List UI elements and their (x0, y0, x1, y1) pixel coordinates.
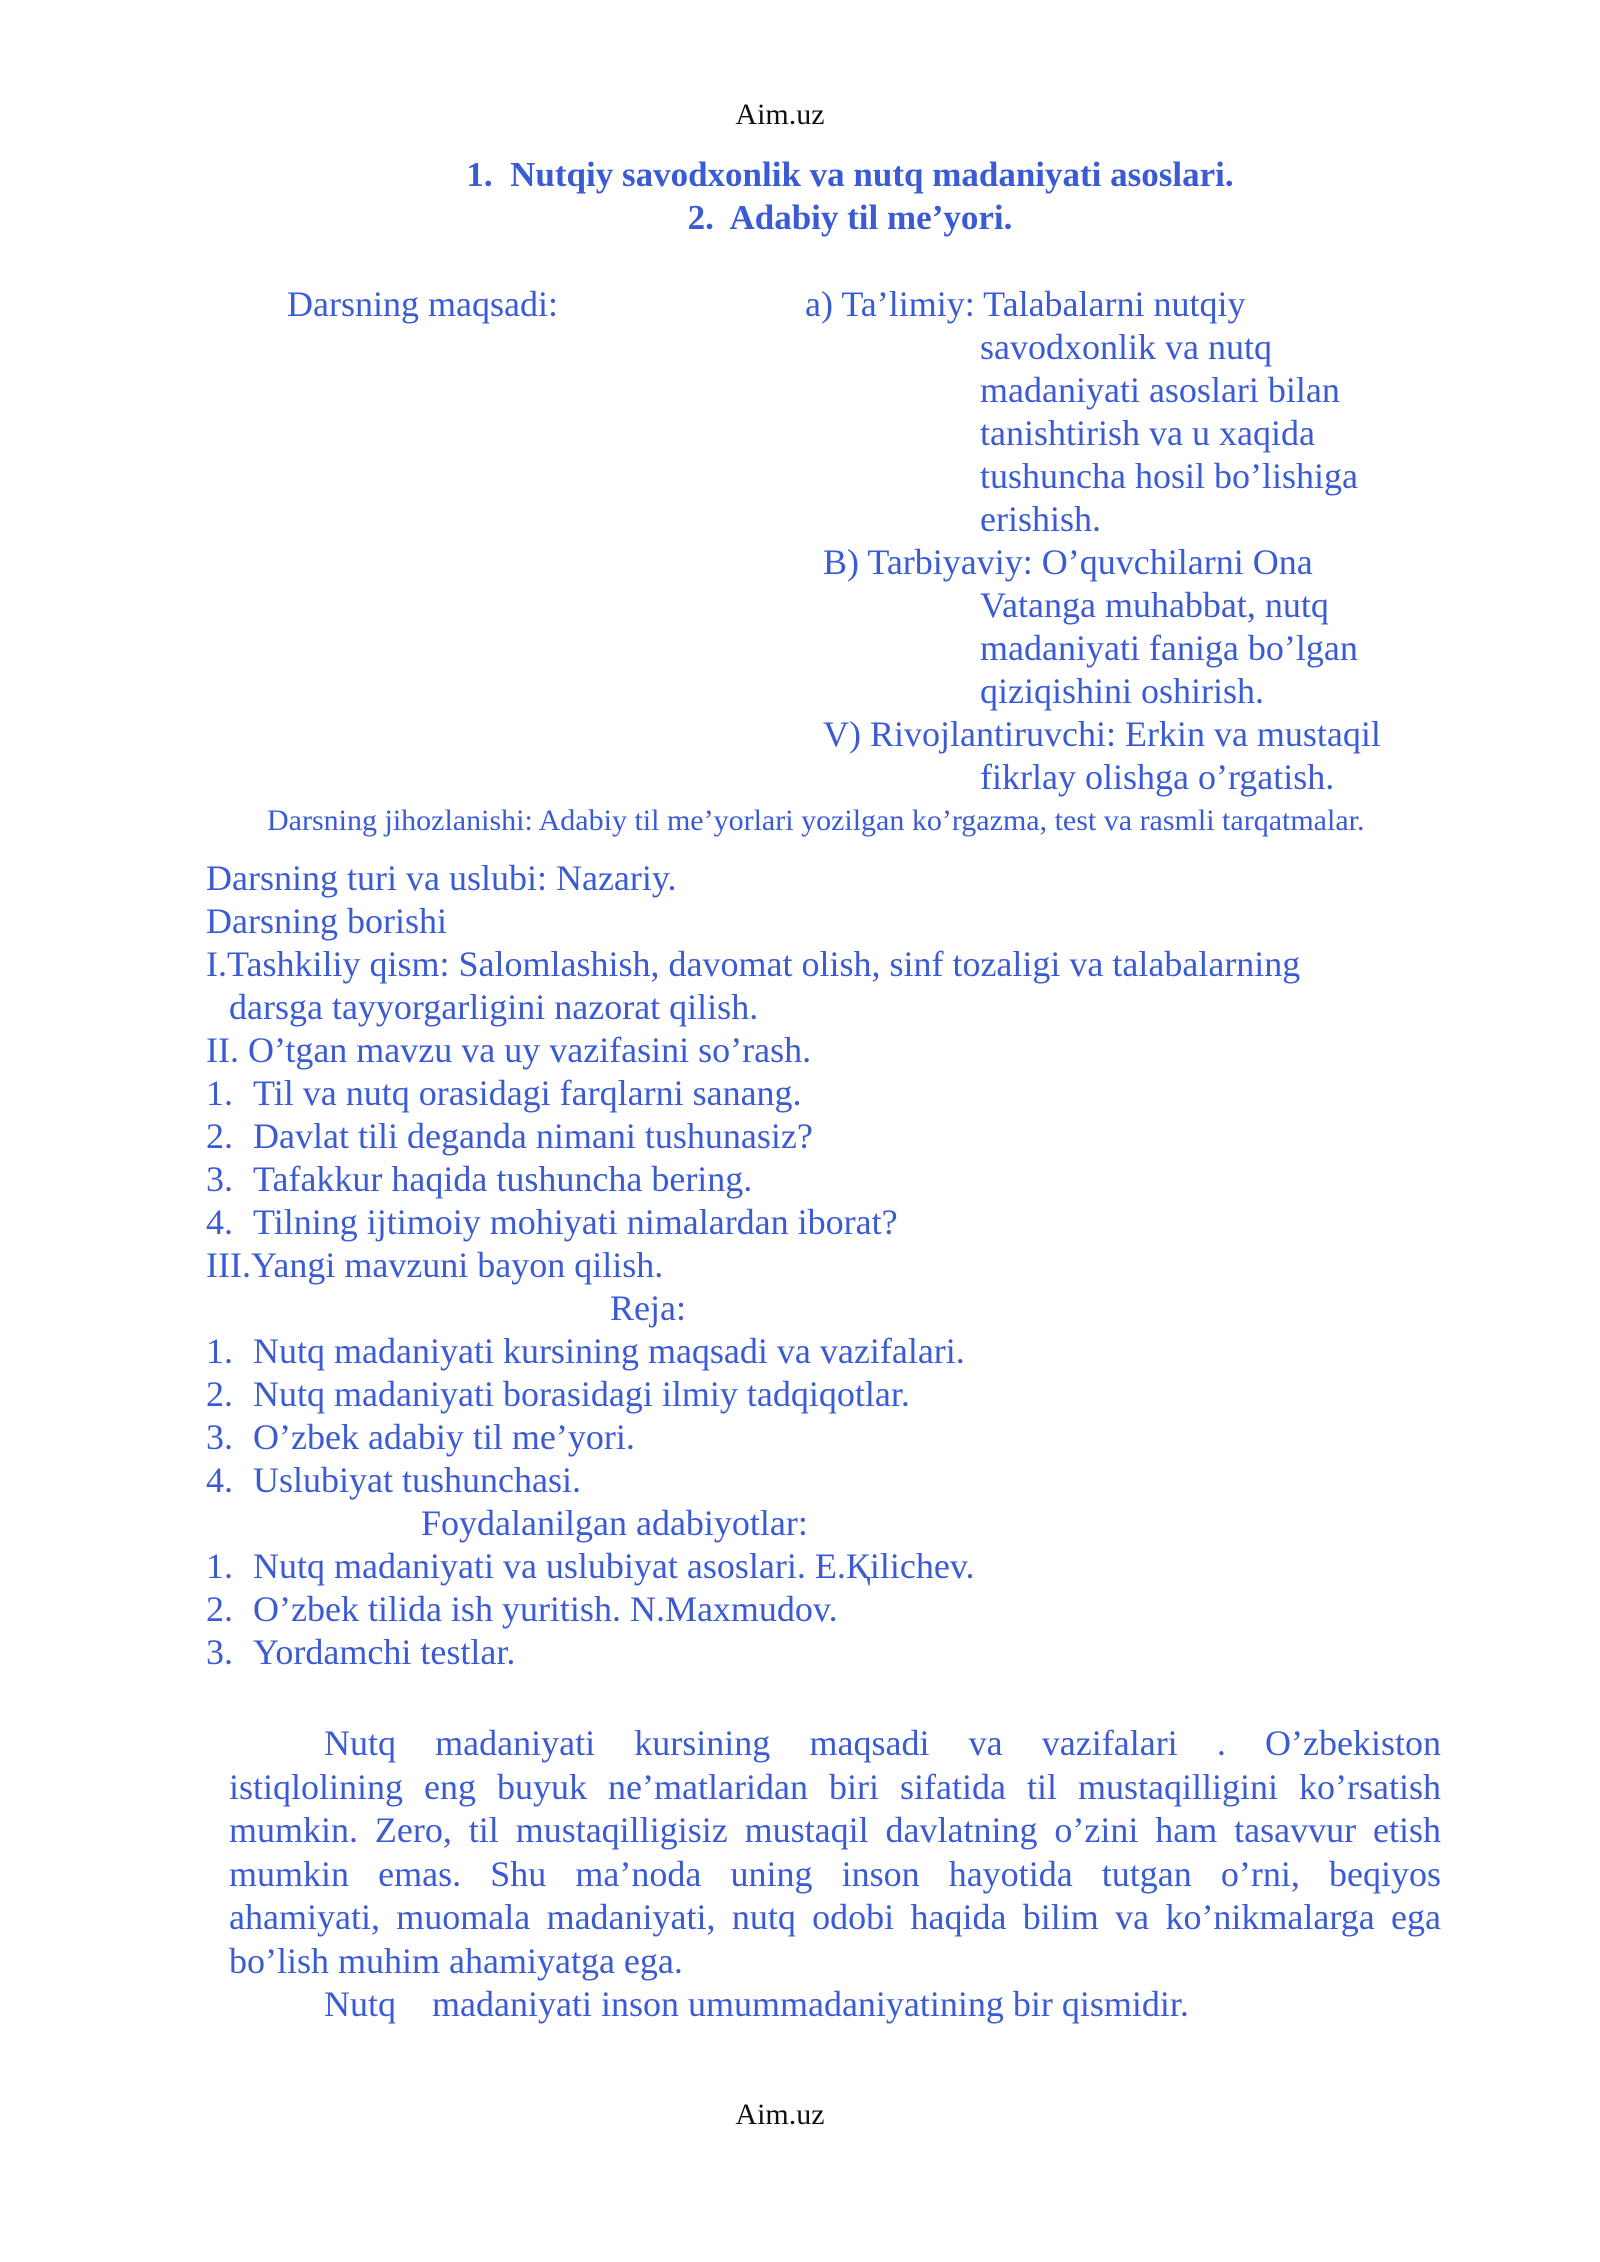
goal-line-1: a) Ta’limiy: Talabalarni nutqiy (805, 284, 1246, 324)
new-topic: III.Yangi mavzuni bayon qilish. (206, 1245, 664, 1285)
goal-line-8: Vatanga muhabbat, nutq (980, 585, 1329, 625)
goal-line-10: qiziqishini oshirish. (980, 671, 1265, 711)
goal-line-12: fikrlay olishga o’rgatish. (980, 757, 1335, 797)
plan-item (206, 1459, 581, 1501)
plan-item-text: Nutq madaniyati kursining maqsadi va vazifalari. (253, 1331, 965, 1371)
review-item-number: 2. (206, 1116, 233, 1156)
literature-item (206, 1588, 838, 1630)
review-item-number: 3. (206, 1159, 233, 1199)
plan-item-text: Uslubiyat tushunchasi. (253, 1460, 581, 1500)
review-heading: II. O’tgan mavzu va uy vazifasini so’rash. (206, 1030, 812, 1070)
goal-line-7: B) Tarbiyaviy: O’quvchilarni Ona (823, 542, 1313, 582)
plan-item-number: 3. (206, 1417, 233, 1457)
title-1-text: Nutqiy savodxonlik va nutq madaniyati asoslari. (510, 155, 1234, 194)
goal-line-4: tanishtirish va u xaqida (980, 413, 1315, 453)
goal-line-11: V) Rivojlantiruvchi: Erkin va mustaqil (823, 714, 1381, 754)
paragraph-line: ahamiyati, muomala madaniyati, nutq odobi haqida bilim va ko’nikmalarga ega (229, 1897, 1441, 1937)
header-text: Aim.uz (735, 98, 825, 131)
paragraph-line: bo’lish muhim ahamiyatga ega. (229, 1940, 683, 1981)
literature-item-number: 3. (206, 1632, 233, 1672)
review-item (206, 1201, 898, 1243)
plan-item-number: 4. (206, 1460, 233, 1500)
review-item (206, 1115, 813, 1157)
body-paragraph-2: Nutq madaniyati inson umummadaniyatining bir qismidir. (324, 1984, 1189, 2024)
paragraph-line: mumkin. Zero, til mustaqilligisiz mustaqil davlatning o’zini ham tasavvur etish (229, 1810, 1441, 1850)
lesson-flow: Darsning borishi (206, 901, 447, 941)
literature-item-text: Yordamchi testlar. (253, 1632, 516, 1672)
plan-item (206, 1330, 965, 1372)
plan-item (206, 1373, 910, 1415)
review-item-text: Tafakkur haqida tushuncha bering. (253, 1159, 753, 1199)
literature-item-text: Nutq madaniyati va uslubiyat asoslari. E.Қilichev. (253, 1546, 975, 1586)
paragraph-line: istiqlolining eng buyuk ne’matlaridan biri sifatida til mustaqilligini ko’rsatish (229, 1766, 1441, 1807)
goal-line-6: erishish. (980, 499, 1101, 539)
literature-item (206, 1631, 515, 1673)
plan-item-number: 2. (206, 1374, 233, 1414)
paragraph-line: Nutq madaniyati kursining maqsadi va vazifalari . O’zbekiston (324, 1723, 1441, 1763)
org-part-line-1: I.Tashkiliy qism: Salomlashish, davomat olish, sinf tozaligi va talabalarning (206, 944, 1301, 984)
plan-item (206, 1416, 635, 1458)
review-item (206, 1158, 752, 1200)
page-footer (0, 2098, 1600, 2132)
lesson-type: Darsning turi va uslubi: Nazariy. (206, 858, 677, 898)
plan-item-text: Nutq madaniyati borasidagi ilmiy tadqiqotlar. (253, 1374, 910, 1414)
plan-item-text: O’zbek adabiy til me’yori. (253, 1417, 635, 1457)
title-2-number: 2. (687, 198, 714, 237)
title-2-text: Adabiy til me’yori. (729, 198, 1013, 237)
literature-item-number: 2. (206, 1589, 233, 1629)
title-1-number: 1. (466, 155, 493, 194)
literature-item-text: O’zbek tilida ish yuritish. N.Maxmudov. (253, 1589, 838, 1629)
goal-line-2: savodxonlik va nutq (980, 327, 1272, 367)
footer-text: Aim.uz (735, 2098, 825, 2131)
goal-line-3: madaniyati asoslari bilan (980, 370, 1340, 410)
plan-heading: Reja: (610, 1288, 686, 1328)
plan-item-number: 1. (206, 1331, 233, 1371)
equipment-line: Darsning jihozlanishi: Adabiy til me’yorlari yozilgan ko’rgazma, test va rasmli tarqatmalar. (267, 804, 1365, 837)
review-item-text: Tilning ijtimoiy mohiyati nimalardan iborat? (253, 1202, 898, 1242)
body-paragraph-1 (229, 1722, 1441, 1983)
goal-line-5: tushuncha hosil bo’lishiga (980, 456, 1358, 496)
review-item-number: 1. (206, 1073, 233, 1113)
review-item (206, 1072, 802, 1114)
review-item-text: Til va nutq orasidagi farqlarni sanang. (253, 1073, 802, 1113)
org-part-line-2: darsga tayyorgarligini nazorat qilish. (229, 987, 759, 1027)
goal-line-9: madaniyati faniga bo’lgan (980, 628, 1358, 668)
paragraph-line: mumkin emas. Shu ma’noda uning inson hayotida tutgan o’rni, beqiyos (229, 1853, 1441, 1894)
goals-label: Darsning maqsadi: (287, 284, 558, 324)
review-item-text: Davlat tili deganda nimani tushunasiz? (253, 1116, 813, 1156)
literature-item (206, 1545, 975, 1587)
review-item-number: 4. (206, 1202, 233, 1242)
literature-item-number: 1. (206, 1546, 233, 1586)
literature-heading: Foydalanilgan adabiyotlar: (421, 1503, 808, 1543)
